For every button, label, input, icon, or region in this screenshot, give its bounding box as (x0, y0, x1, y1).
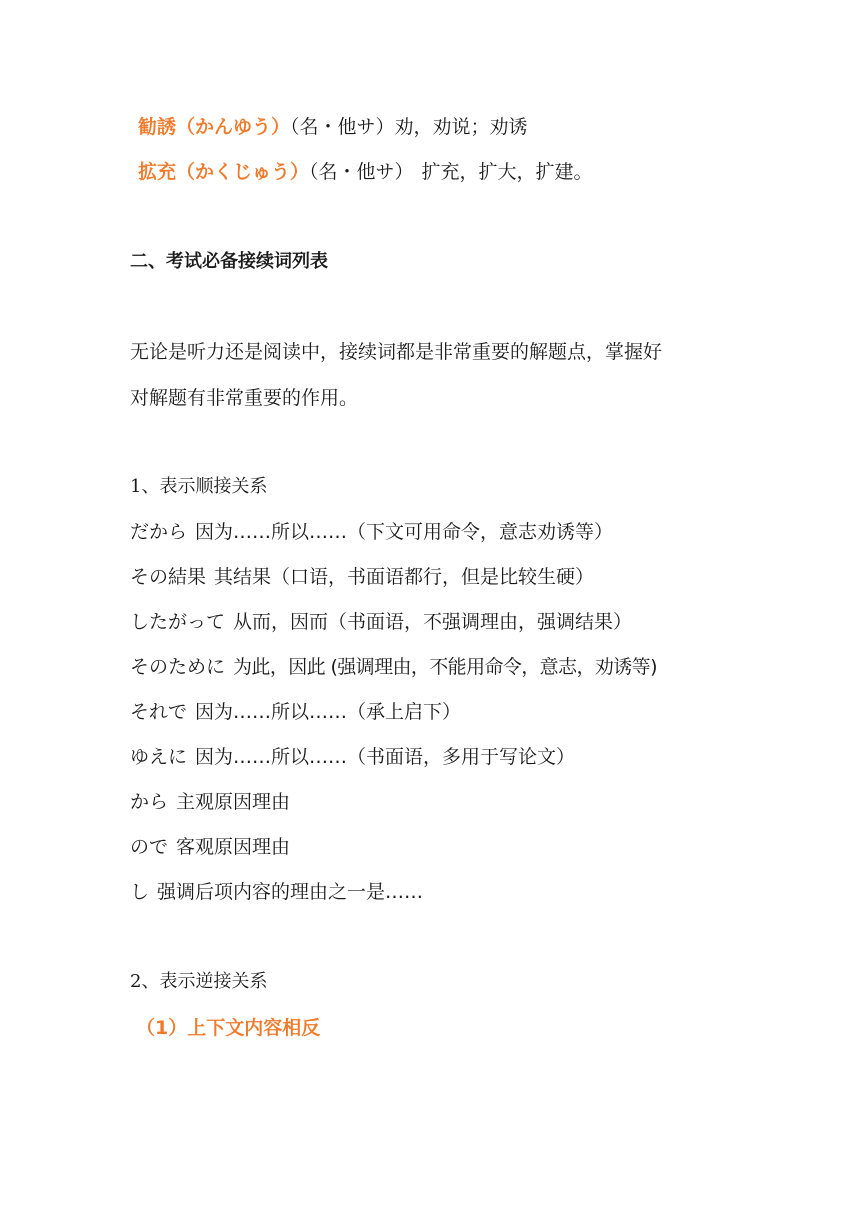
conj-desc: 为此，因此 (强调理由，不能用命令，意志，劝诱等) (233, 656, 657, 678)
conj-desc: 从而，因而（书面语，不强调理由，强调结果） (233, 611, 633, 633)
conj-desc: 客观原因理由 (176, 836, 291, 858)
conj-term: したがって (130, 611, 226, 633)
group2-heading (130, 973, 267, 991)
vocab-pos: （名・他サ） (290, 116, 395, 138)
conj-desc: 强调后项内容的理由之一是…… (157, 881, 424, 903)
conj-desc: 因为……所以……（书面语，多用于写论文） (195, 746, 576, 768)
conj-item (130, 703, 461, 722)
conj-term: だから (130, 521, 188, 543)
conj-desc: 主观原因理由 (176, 791, 291, 813)
conj-desc: 因为……所以……（承上启下） (195, 701, 462, 723)
group2-number: 2 (130, 971, 142, 992)
conj-term: ゆえに (130, 746, 188, 768)
conj-desc: 其结果（口语，书面语都行，但是比较生硬） (214, 566, 595, 588)
intro-line-1: 无论是听力还是阅读中，接续词都是非常重要的解题点，掌握好 (130, 341, 663, 363)
vocab-line-2 (138, 163, 593, 182)
group1-number: 1 (130, 476, 142, 497)
vocab-line-1 (138, 118, 528, 137)
conj-term: その結果 (130, 566, 207, 588)
conj-term: ので (130, 836, 169, 858)
conj-desc: 因为……所以……（下文可用命令，意志劝诱等） (195, 521, 614, 543)
conj-term: それで (130, 701, 188, 723)
vocab-meaning: 扩充，扩大，扩建。 (421, 161, 593, 183)
vocab-meaning: 劝，劝说；劝诱 (394, 116, 528, 138)
conj-item (130, 748, 575, 767)
intro-line-2: 对解题有非常重要的作用。 (130, 387, 359, 409)
group2-subheading: （1）上下文内容相反 (136, 1017, 321, 1039)
conj-item (130, 613, 632, 632)
conj-term: し (130, 881, 150, 903)
vocab-word: 勧誘（かんゆう） (138, 116, 291, 138)
conj-term: そのために (130, 656, 226, 678)
conj-item (130, 523, 613, 542)
conj-item (130, 568, 594, 587)
vocab-word: 拡充（かくじゅう） (138, 161, 310, 183)
conj-item (130, 658, 657, 677)
conj-item (130, 883, 423, 902)
vocab-pos: （名・他サ） (309, 161, 414, 183)
group2-title: 、表示逆接关系 (141, 971, 268, 992)
conj-item (130, 838, 290, 857)
group1-title: 、表示顺接关系 (141, 476, 268, 497)
conj-item (130, 793, 290, 812)
group1-heading (130, 478, 267, 496)
section-heading: 二、考试必备接续词列表 (130, 251, 328, 272)
conj-term: から (130, 791, 169, 813)
